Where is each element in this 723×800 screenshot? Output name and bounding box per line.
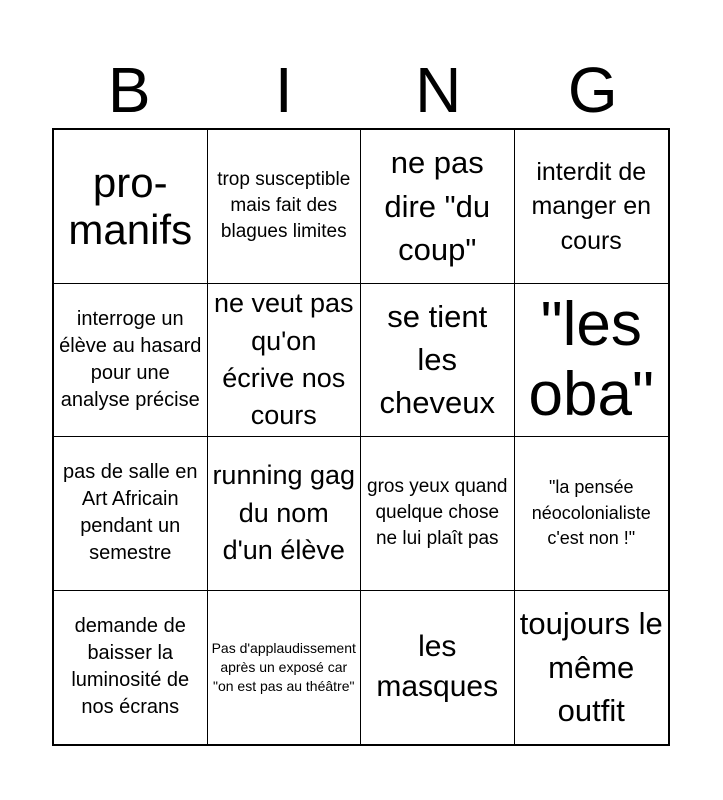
bingo-cell[interactable] (515, 437, 669, 591)
cell-text: trop susceptible mais fait des blagues limites (217, 168, 351, 243)
cell-text: gros yeux quand quelque chose ne lui plaît pas (367, 475, 508, 550)
bingo-cell[interactable] (515, 284, 669, 438)
bingo-cell[interactable] (361, 130, 515, 284)
cell-text: se tient les cheveux (379, 298, 495, 421)
cell-text: pro-manifs (68, 159, 193, 254)
header-letter-i: I (274, 54, 293, 126)
cell-text: "la pensée néocolonialiste c'est non !" (531, 477, 651, 548)
bingo-grid (52, 128, 670, 746)
bingo-cell[interactable] (208, 437, 362, 591)
cell-text: demande de baisser la luminosité de nos écrans (71, 615, 190, 719)
bingo-cell[interactable] (515, 130, 669, 284)
cell-text: "les oba" (528, 290, 654, 429)
bingo-cell[interactable] (54, 130, 208, 284)
header-letter-g: G (567, 54, 618, 126)
bingo-cell[interactable] (361, 284, 515, 438)
cell-text: interroge un élève au hasard pour une analyse précise (59, 307, 202, 411)
cell-text: interdit de manger en cours (531, 157, 652, 255)
bingo-cell[interactable] (515, 591, 669, 745)
cell-text: Pas d'applaudissement après un exposé car "on est pas au théâtre" (211, 639, 356, 694)
bingo-cell[interactable] (208, 591, 362, 745)
cell-text: ne pas dire "du coup" (384, 145, 491, 267)
bingo-cell[interactable] (208, 130, 362, 284)
cell-text: ne veut pas qu'on écrive nos cours (213, 288, 354, 430)
header-letter-b: B (107, 54, 151, 126)
cell-text: les masques (376, 630, 499, 704)
header-letter-n: N (415, 54, 462, 126)
bingo-cell[interactable] (361, 437, 515, 591)
cell-text: running gag du nom d'un élève (212, 460, 356, 565)
bingo-cell[interactable] (54, 437, 208, 591)
bingo-cell[interactable] (361, 591, 515, 745)
cell-text: pas de salle en Art Africain pendant un semestre (62, 461, 198, 565)
bingo-cell[interactable] (54, 591, 208, 745)
bingo-header (52, 55, 670, 125)
bingo-cell[interactable] (208, 284, 362, 438)
bingo-cell[interactable] (54, 284, 208, 438)
cell-text: toujours le même outfit (519, 606, 663, 728)
